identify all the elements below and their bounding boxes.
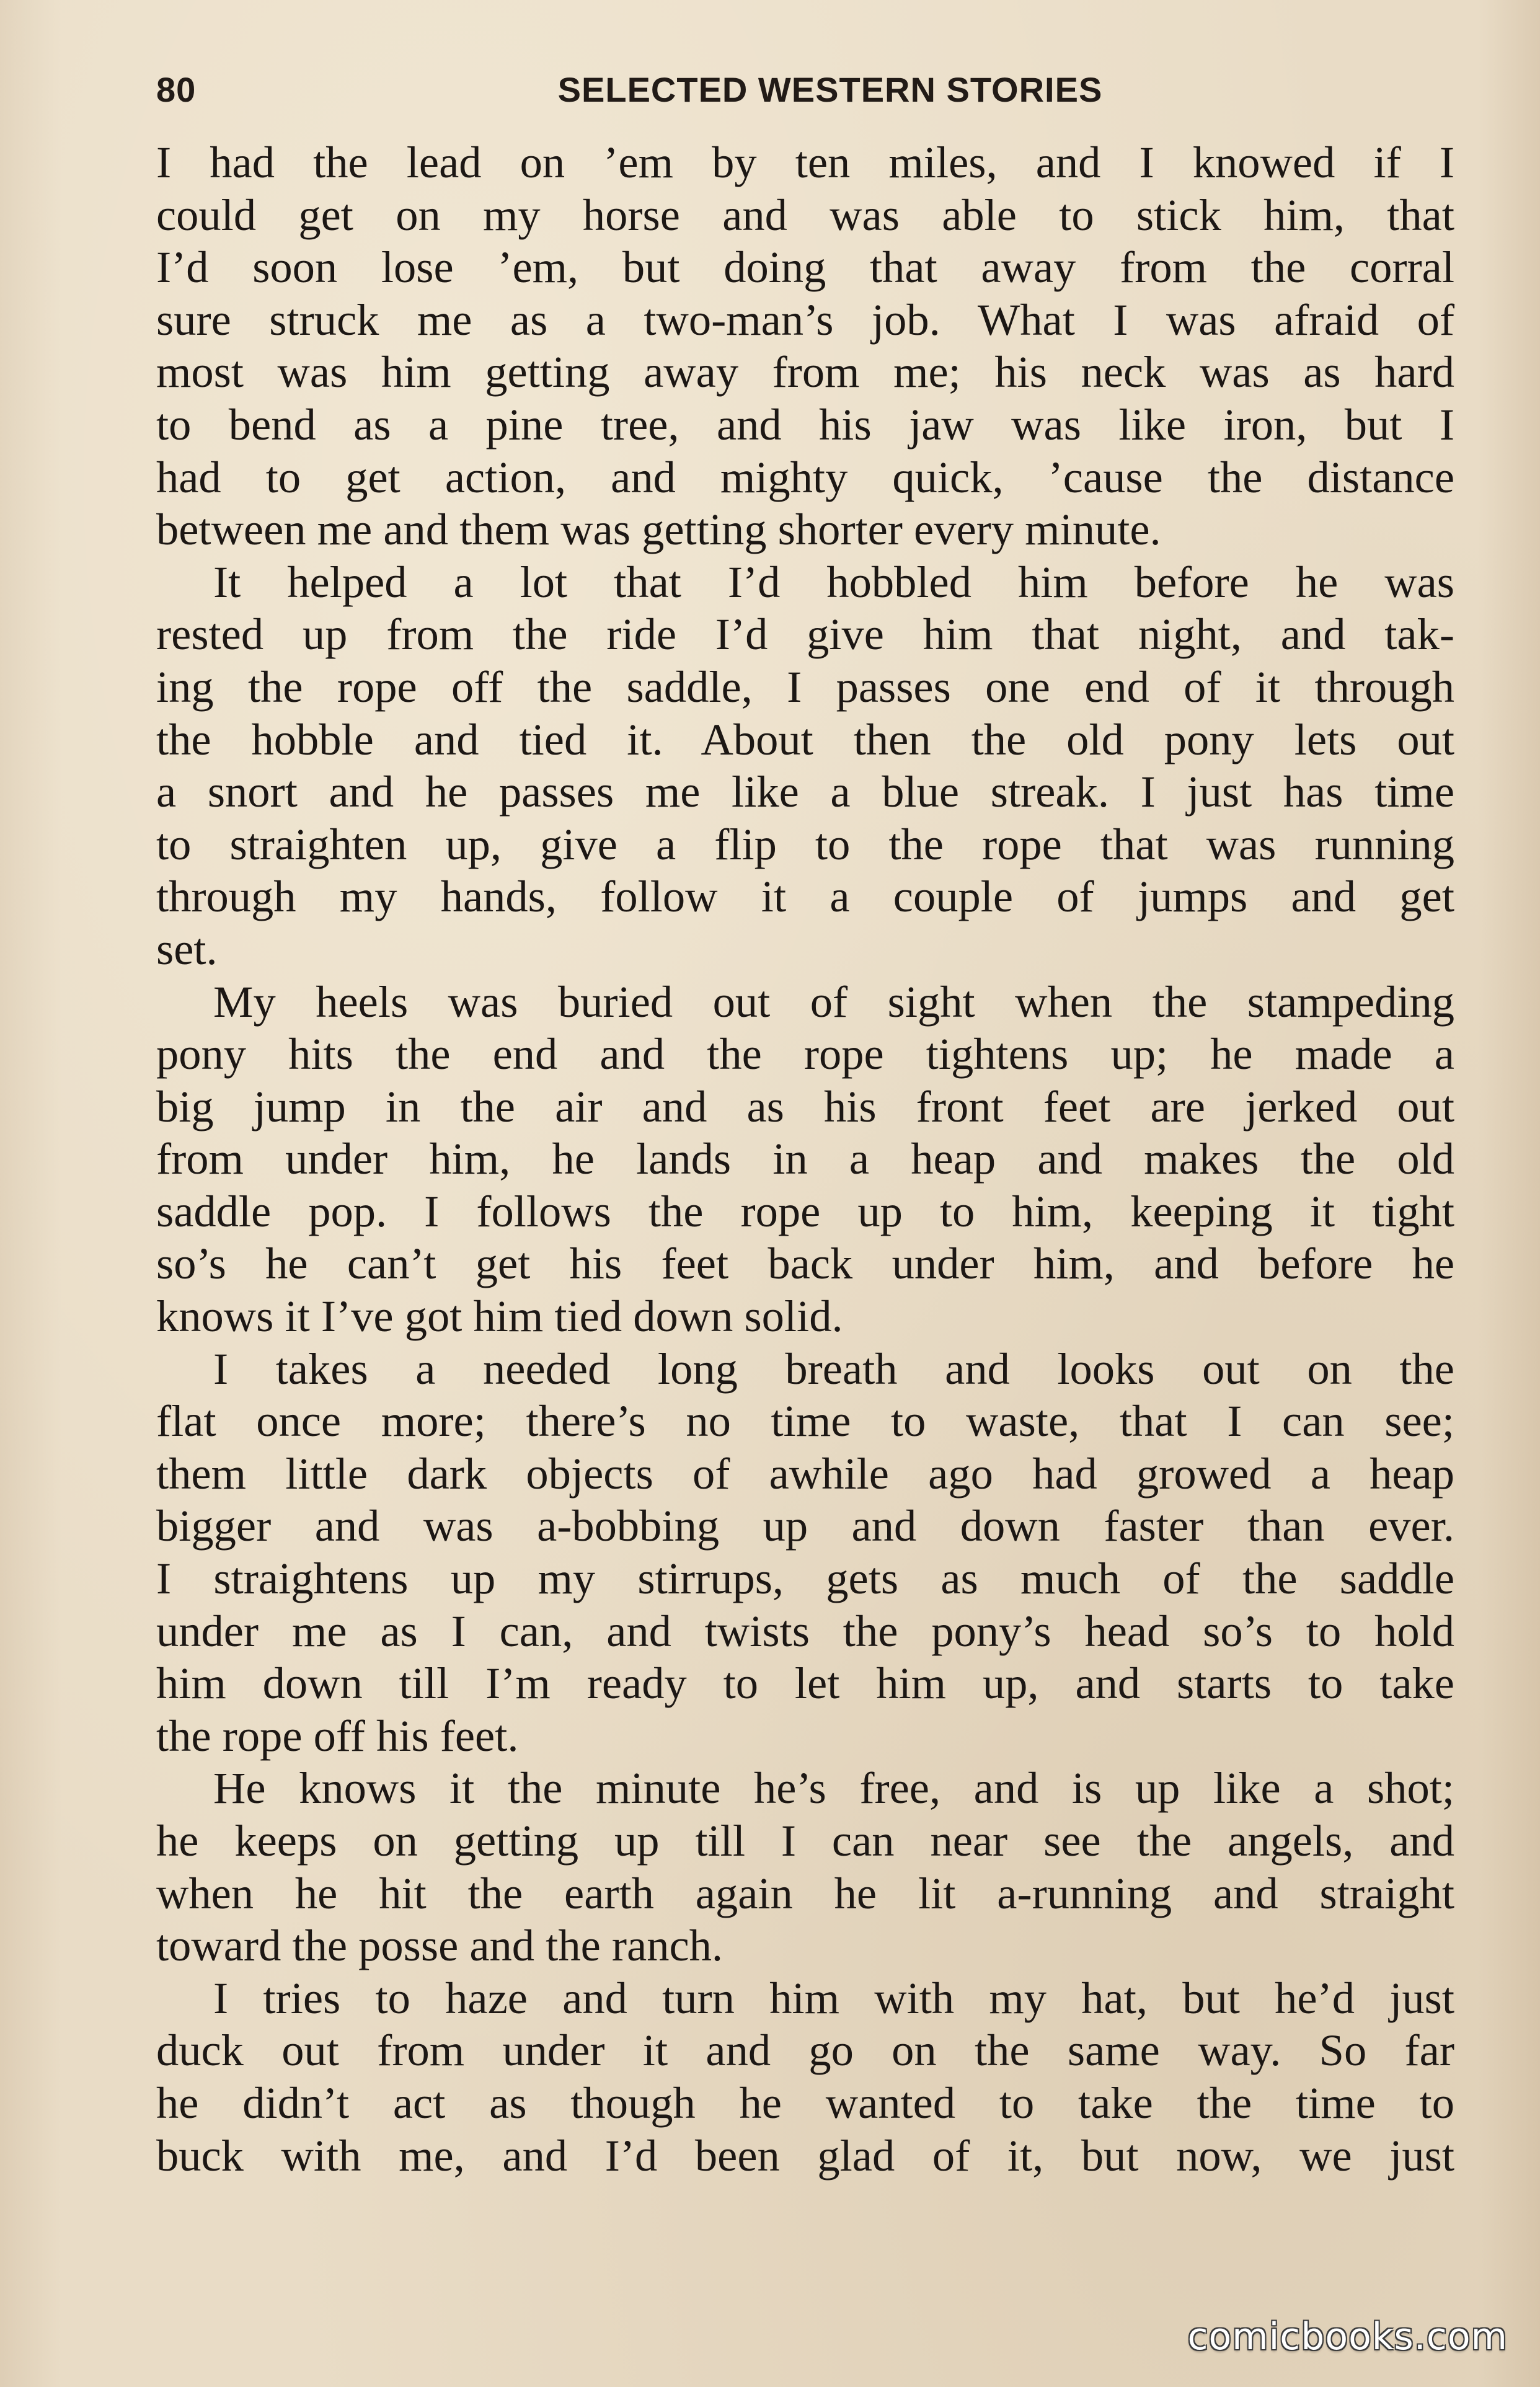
text-line: I had the lead on ’em by ten miles, and I knowed if I xyxy=(156,137,1454,187)
text-line: the hobble and tied it. About then the old pony lets out xyxy=(156,714,1454,764)
running-head xyxy=(156,69,1454,125)
text-line: I straightens up my stirrups, gets as much of the saddle xyxy=(156,1553,1454,1604)
text-line: could get on my horse and was able to stick him, that xyxy=(156,189,1454,240)
text-line: rested up from the ride I’d give him that night, and tak- xyxy=(156,609,1454,660)
paragraph xyxy=(156,976,1454,1343)
text-line: when he hit the earth again he lit a-running and straight xyxy=(156,1867,1454,1918)
text-line: toward the posse and the ranch. xyxy=(156,1920,724,1971)
running-title: SELECTED WESTERN STORIES xyxy=(557,70,1103,109)
paragraph xyxy=(156,1972,1454,2182)
text-line: had to get action, and mighty quick, ’cause the distance xyxy=(156,451,1454,502)
text-line: duck out from under it and go on the same way. So far xyxy=(156,2025,1454,2076)
text-line: I’d soon lose ’em, but doing that away from the corral xyxy=(156,242,1454,293)
paragraph xyxy=(156,1343,1454,1763)
text-line: sure struck me as a two-man’s job. What I was afraid of xyxy=(156,294,1454,345)
text-line: a snort and he passes me like a blue streak. I just has time xyxy=(156,766,1454,817)
text-line: flat once more; there’s no time to waste, that I can see; xyxy=(156,1396,1454,1446)
text-line: most was him getting away from me; his neck was as hard xyxy=(156,347,1454,397)
story-text xyxy=(156,136,1454,2182)
text-line: It helped a lot that I’d hobbled him before he was xyxy=(213,556,1454,607)
text-line: big jump in the air and as his front feet are jerked out xyxy=(156,1081,1454,1132)
text-line: He knows it the minute he’s free, and is up like a shot; xyxy=(213,1763,1454,1814)
text-line: him down till I’m ready to let him up, and starts to take xyxy=(156,1658,1454,1709)
paragraph xyxy=(156,556,1454,976)
paragraph xyxy=(156,136,1454,556)
page-number: 80 xyxy=(156,70,197,109)
paragraph xyxy=(156,1762,1454,1972)
text-line: he keeps on getting up till I can near see the angels, and xyxy=(156,1815,1454,1866)
watermark-logo: comicbooks.com xyxy=(1187,2315,1508,2358)
text-line: buck with me, and I’d been glad of it, but now, we just xyxy=(156,2130,1454,2181)
text-line: between me and them was getting shorter every minute. xyxy=(156,504,1161,555)
text-line: to bend as a pine tree, and his jaw was like iron, but I xyxy=(156,399,1454,450)
text-line: from under him, he lands in a heap and makes the old xyxy=(156,1133,1454,1184)
text-line: I takes a needed long breath and looks out on the xyxy=(213,1343,1454,1394)
text-line: ing the rope off the saddle, I passes one end of it through xyxy=(156,661,1454,712)
text-line: he didn’t act as though he wanted to take the time to xyxy=(156,2077,1454,2128)
text-line: to straighten up, give a flip to the rope that was running xyxy=(156,818,1454,869)
text-line: bigger and was a-bobbing up and down faster than ever. xyxy=(156,1500,1454,1551)
text-line: set. xyxy=(156,923,218,974)
text-line: under me as I can, and twists the pony’s head so’s to hold xyxy=(156,1605,1454,1656)
text-line: so’s he can’t get his feet back under him, and before he xyxy=(156,1238,1454,1289)
text-line: knows it I’ve got him tied down solid. xyxy=(156,1291,843,1342)
text-line: the rope off his feet. xyxy=(156,1710,519,1761)
text-line: I tries to haze and turn him with my hat, but he’d just xyxy=(213,1972,1454,2023)
text-line: them little dark objects of awhile ago had growed a heap xyxy=(156,1448,1454,1499)
text-line: through my hands, follow it a couple of jumps and get xyxy=(156,871,1454,922)
text-line: pony hits the end and the rope tightens up; he made a xyxy=(156,1029,1454,1079)
text-line: saddle pop. I follows the rope up to him, keeping it tight xyxy=(156,1185,1454,1236)
text-line: My heels was buried out of sight when the stampeding xyxy=(213,976,1454,1027)
